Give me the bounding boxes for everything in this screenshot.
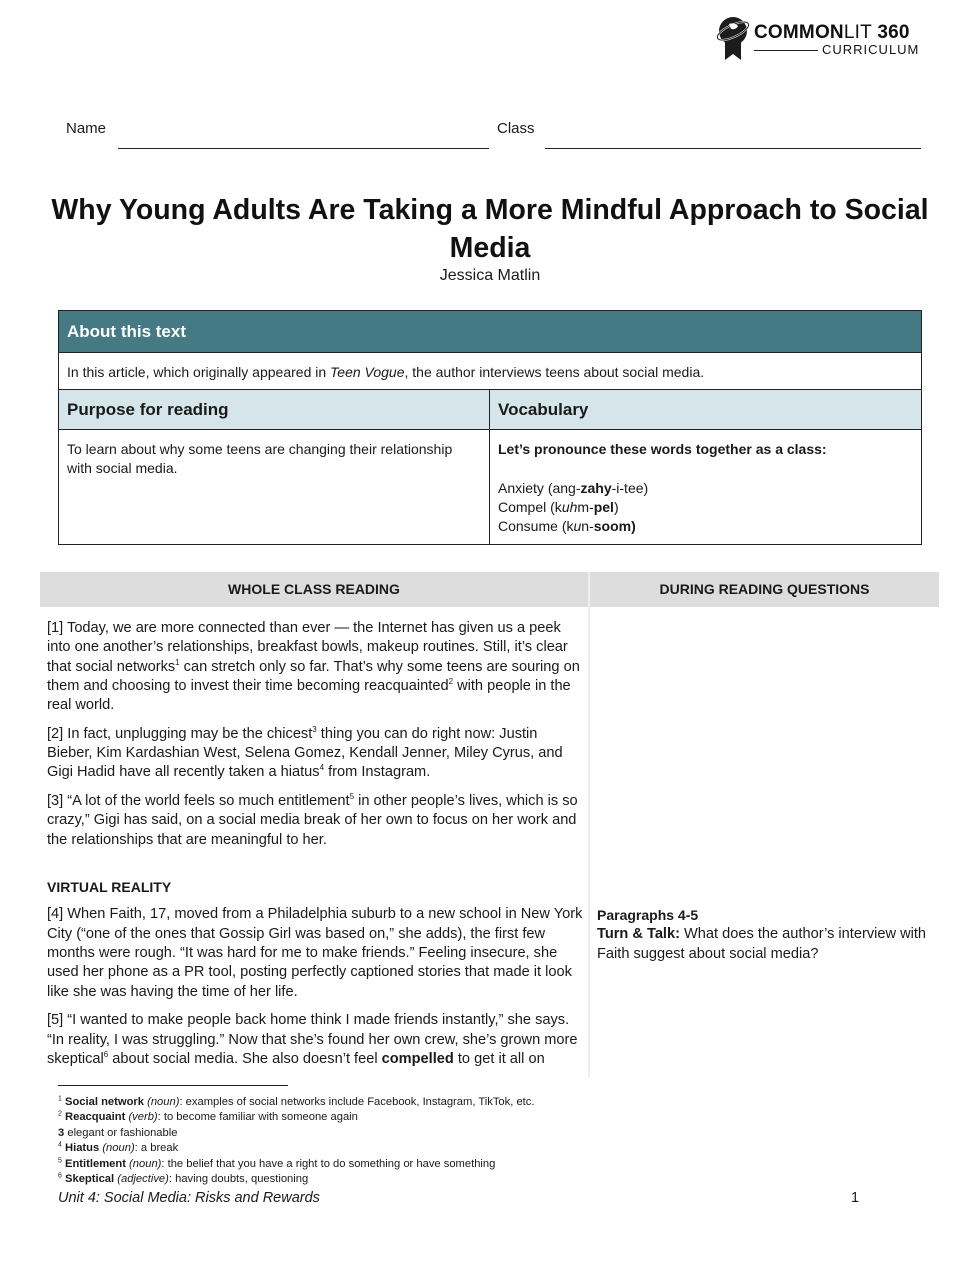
footnote: $^4$ Hiatus (noun): a break	[58, 1141, 179, 1155]
about-body: In this article, which originally appeared in Teen Vogue, the author interviews teens about social media.	[59, 353, 921, 390]
vocabulary-intro: Let’s pronounce these words together as a class:	[498, 441, 827, 457]
footnote: 3 elegant or fashionable	[58, 1126, 178, 1139]
question-heading: Paragraphs 4-5	[597, 907, 699, 923]
vocab-item: Anxiety (ang-zahy-i-tee)	[498, 479, 649, 496]
reading-question	[597, 906, 937, 964]
vocab-item: Compel (kuhm-pel)	[498, 498, 619, 515]
reading-text	[47, 619, 583, 1079]
about-heading: About this text	[59, 311, 921, 353]
section-heading: VIRTUAL REALITY	[47, 879, 172, 896]
commonlit-logo	[714, 14, 924, 62]
footnotes	[58, 1095, 758, 1187]
logo-wordmark: COMMONLIT 360	[754, 22, 910, 43]
vocabulary-body	[490, 430, 921, 544]
info-table	[58, 310, 922, 545]
reading-table	[40, 572, 939, 1077]
name-field[interactable]	[118, 148, 489, 149]
logo-subtitle: CURRICULUM	[822, 42, 920, 57]
paragraph-2: [2] In fact, unplugging may be the chicest$^3$ thing you can do right now: Justin Bieber, Kim Kardashian West, Selena Gomez, Kendall Jenner, Miley Cyrus, and Gigi Hadid have all recently taken a hiatus$^4$ from Instagram.	[47, 725, 563, 781]
name-label: Name	[66, 120, 107, 137]
whole-class-reading-header: WHOLE CLASS READING	[40, 572, 588, 607]
paragraph-1: [1] Today, we are more connected than ever — the Internet has given us a peek into one another’s relationships, breakfast bowls, makeup routines. Still, it’s clear that social networks$^1$ can stretch only so far. That’s why some teens are souring on them and choosing to invest their time becoming reacquainted$^2$ with people in the real world.	[47, 620, 580, 714]
paragraph-4: [4] When Faith, 17, moved from a Philadelphia suburb to a new school in New York City (“one of the ones that Gossip Girl was based on,” she adds), the first few months were rough. “It was hard for me to make friends.” Feeling insecure, she used her phone as a PR tool, posting perfectly captioned stories that made it look like she was having the time of her life.	[47, 906, 583, 1000]
vocab-item: Consume (kun-soom)	[498, 518, 636, 535]
globe-ribbon-icon	[714, 14, 752, 62]
unit-footer: Unit 4: Social Media: Risks and Rewards	[58, 1190, 320, 1206]
paragraph-5: [5] “I wanted to make people back home think I made friends instantly,” she says. “In reality, I was struggling.” Now that she’s found her own crew, she’s grown more skeptical$^6$ about social media. She also doesn’t feel compelled to get it all on	[47, 1012, 578, 1067]
page-number: 1	[851, 1190, 860, 1206]
class-field[interactable]	[545, 148, 921, 149]
logo-rule	[754, 50, 818, 51]
footnote: $^1$ Social network (noun): examples of social networks include Facebook, Instagram, TikTok, etc.	[58, 1095, 535, 1108]
footnote-rule	[58, 1085, 288, 1086]
footnote: $^5$ Entitlement (noun): the belief that you have a right to do something or have something	[58, 1156, 496, 1170]
during-reading-questions-header: DURING READING QUESTIONS	[590, 572, 939, 607]
vocabulary-heading: Vocabulary	[490, 390, 921, 430]
purpose-heading: Purpose for reading	[59, 390, 490, 430]
document-title: Why Young Adults Are Taking a More Mindful Approach to Social Media	[51, 194, 929, 264]
purpose-body: To learn about why some teens are changing their relationship with social media.	[59, 430, 490, 544]
footnote: $^2$ Reacquaint (verb): to become familiar with someone again	[58, 1110, 358, 1124]
column-divider	[588, 572, 590, 1077]
footnote: $^6$ Skeptical (adjective): having doubts, questioning	[58, 1172, 309, 1186]
question-text: Turn & Talk: What does the author’s interview with Faith suggest about social media?	[597, 926, 927, 962]
class-label: Class	[497, 120, 535, 137]
paragraph-3: [3] “A lot of the world feels so much entitlement$^5$ in other people’s lives, which is so crazy,” Gigi has said, on a social media break of her own to focus on her work and the relationships that are meaningful to her.	[47, 792, 578, 848]
author-name: Jessica Matlin	[439, 267, 541, 284]
